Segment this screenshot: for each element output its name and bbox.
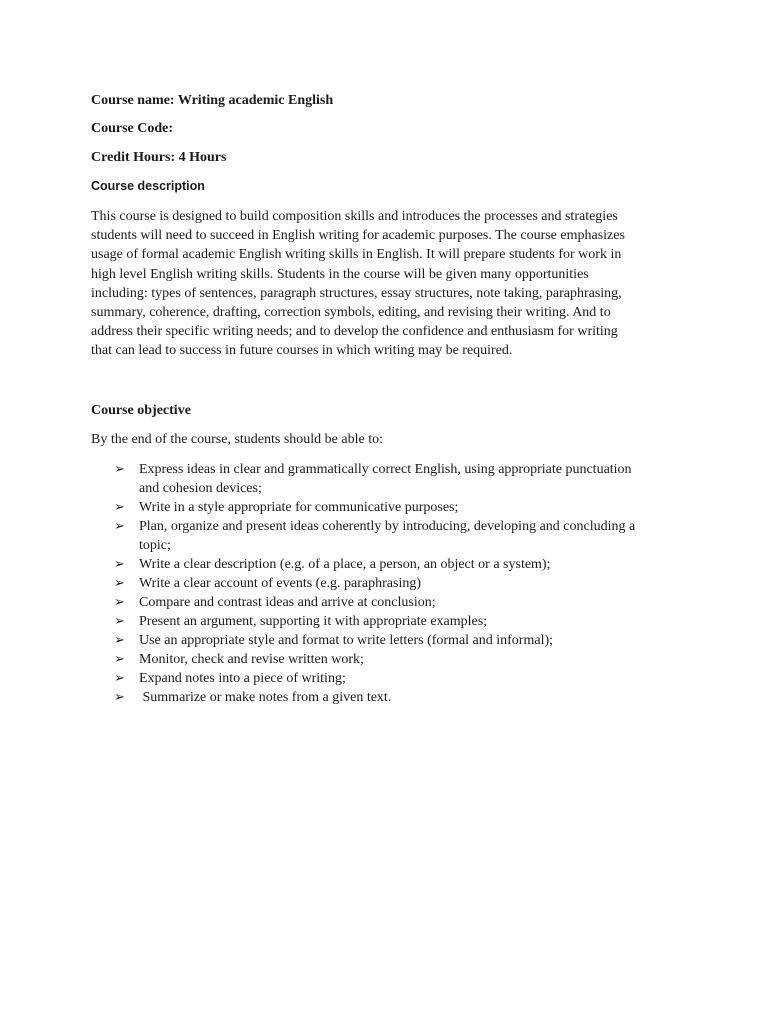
course-name: Course name: Writing academic English	[91, 93, 334, 108]
description-heading: Course description	[91, 179, 205, 193]
credit-hours: Credit Hours: 4 Hours	[91, 150, 227, 165]
arrow-bullet-icon: ➢	[114, 462, 125, 477]
objective-item-text: Use an appropriate style and format to write letters (formal and informal);	[139, 633, 554, 648]
objective-item-text: Compare and contrast ideas and arrive at conclusion;	[139, 595, 436, 610]
objective-item-text: topic;	[139, 538, 171, 553]
course-code: Course Code:	[91, 121, 174, 136]
arrow-bullet-icon: ➢	[114, 576, 125, 591]
description-line: high level English writing skills. Students in the course will be given many opportunities	[91, 266, 589, 282]
arrow-bullet-icon: ➢	[114, 500, 125, 515]
objective-item-text: Write a clear description (e.g. of a place, a person, an object or a system);	[139, 557, 551, 572]
objective-item-text: Write a clear account of events (e.g. paraphrasing)	[139, 576, 422, 591]
arrow-bullet-icon: ➢	[114, 690, 125, 705]
arrow-bullet-icon: ➢	[114, 652, 125, 667]
objective-heading: Course objective	[91, 403, 191, 418]
objective-list	[114, 460, 714, 707]
objective-item	[114, 669, 714, 688]
description-line: summary, coherence, drafting, correction symbols, editing, and revising their writing. And to	[91, 305, 611, 321]
arrow-bullet-icon: ➢	[114, 671, 125, 686]
objective-item	[114, 631, 714, 650]
arrow-bullet-icon: ➢	[114, 595, 125, 610]
objective-item	[114, 688, 714, 707]
arrow-bullet-icon: ➢	[114, 557, 125, 572]
objective-item	[114, 650, 714, 669]
objective-item	[114, 612, 714, 631]
arrow-bullet-icon: ➢	[114, 633, 125, 648]
objective-item-text: Present an argument, supporting it with appropriate examples;	[139, 614, 488, 629]
objective-item	[114, 460, 714, 498]
description-line: that can lead to success in future courses in which writing may be required.	[91, 343, 513, 359]
objective-item-text: Write in a style appropriate for communicative purposes;	[139, 500, 459, 515]
description-line: address their specific writing needs; and to develop the confidence and enthusiasm for writing	[91, 324, 618, 340]
description-line: This course is designed to build composition skills and introduces the processes and strategies	[91, 209, 618, 224]
arrow-bullet-icon: ➢	[114, 614, 125, 629]
objective-item-text: Plan, organize and present ideas coherently by introducing, developing and concluding a	[139, 519, 636, 534]
objective-intro: By the end of the course, students should be able to:	[91, 432, 383, 447]
objective-item	[114, 498, 714, 517]
objective-item	[114, 574, 714, 593]
arrow-bullet-icon: ➢	[114, 519, 125, 534]
objective-item	[114, 517, 714, 555]
description-line: including: types of sentences, paragraph structures, essay structures, note taking, paraphrasing,	[91, 285, 622, 301]
objective-item-text: and cohesion devices;	[139, 481, 262, 496]
objective-item	[114, 593, 714, 612]
objective-item-text: Monitor, check and revise written work;	[139, 652, 364, 667]
description-line: students will need to succeed in English writing for academic purposes. The course emphasizes	[91, 228, 625, 244]
objective-item-text: Express ideas in clear and grammatically correct English, using appropriate punctuation	[139, 462, 632, 477]
description-line: usage of formal academic English writing skills in English. It will prepare students for work in	[91, 247, 622, 263]
objective-item-text: Summarize or make notes from a given text.	[139, 690, 392, 705]
objective-item	[114, 555, 714, 574]
description-paragraph	[91, 207, 681, 361]
objective-item-text: Expand notes into a piece of writing;	[139, 671, 346, 686]
